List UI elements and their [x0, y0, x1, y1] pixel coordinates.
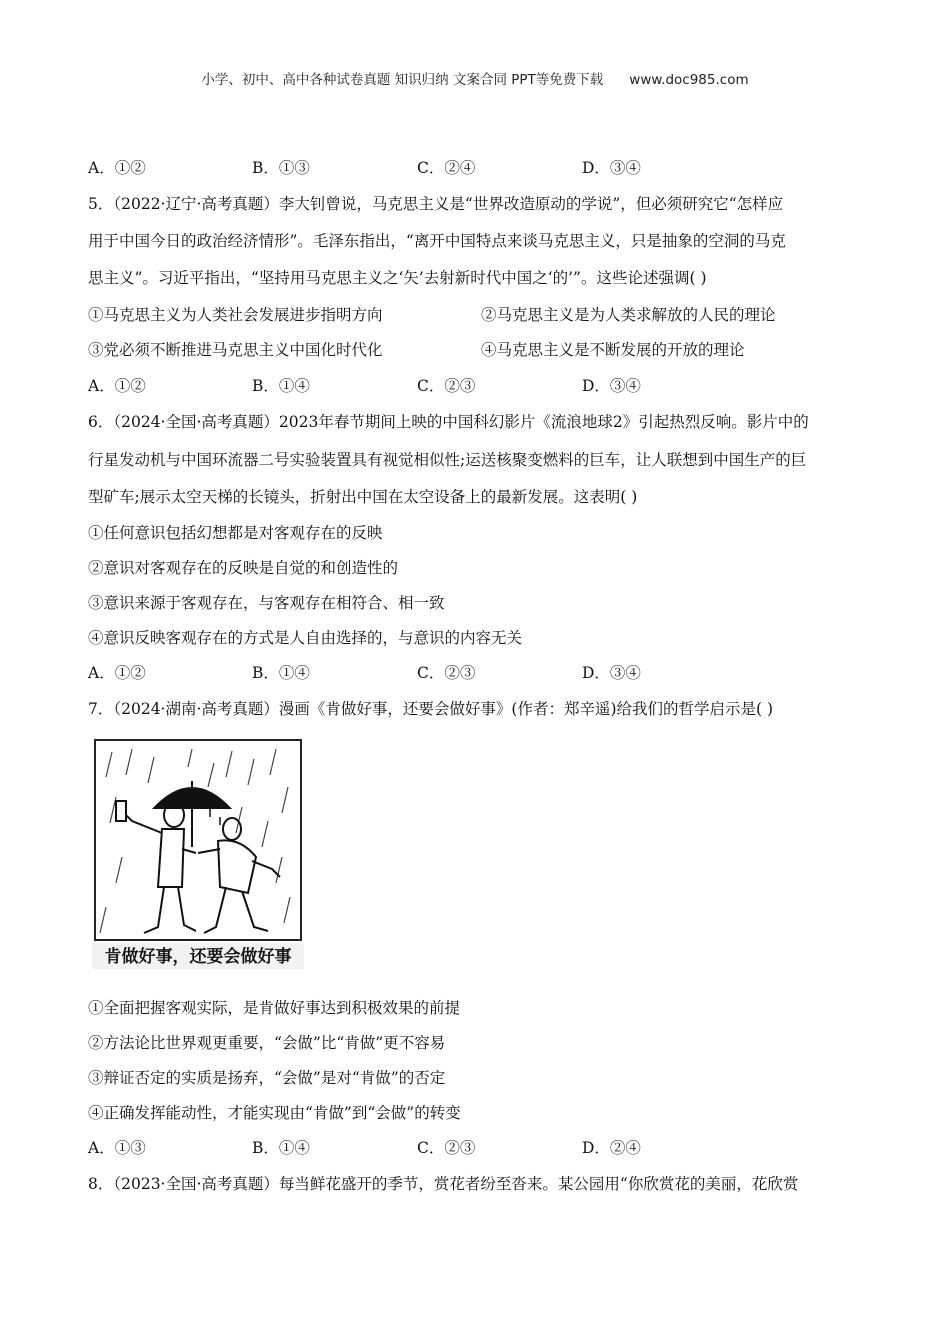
q6-item-2: ②意识对客观存在的反映是自觉的和创造性的: [88, 559, 399, 577]
q5-item-2: ②马克思主义是为人类求解放的人民的理论: [481, 306, 776, 324]
q5-option-b: B．①④: [252, 377, 310, 395]
header-text: 小学、初中、高中各种试卷真题 知识归纳 文案合同 PPT等免费下载: [201, 72, 604, 88]
q7-stem-line: 7．（2024·湖南·高考真题）漫画《肯做好事，还要会做好事》(作者：郑辛遥)给我们的哲学启示是( ): [88, 700, 774, 718]
q8-stem-line: 8．（2023·全国·高考真题）每当鲜花盛开的季节，赏花者纷至沓来。某公园用“你欣赏花的美丽，花欣赏: [88, 1175, 799, 1193]
q6-option-b: B．①④: [252, 664, 310, 682]
q6-stem-line-3: 型矿车;展示太空天梯的长镜头，折射出中国在太空设备上的最新发展。这表明( ): [88, 488, 638, 506]
q4-option-d: D．③④: [582, 159, 641, 177]
q6-item-3: ③意识来源于客观存在，与客观存在相符合、相一致: [88, 594, 445, 612]
q7-item-2: ②方法论比世界观更重要，“会做”比“肯做”更不容易: [88, 1034, 446, 1052]
q7-option-d: D．②④: [582, 1139, 641, 1157]
q5-option-c: C．②③: [417, 377, 476, 395]
q5-option-a: A．①②: [88, 377, 146, 395]
q5-stem-line-1: 5．（2022·辽宁·高考真题）李大钊曾说，马克思主义是“世界改造原动的学说”，但必须研究它“怎样应: [88, 195, 784, 213]
q7-option-b: B．①④: [252, 1139, 310, 1157]
q4-option-b: B．①③: [252, 159, 310, 177]
q6-item-4: ④意识反映客观存在的方式是人自由选择的，与意识的内容无关: [88, 629, 523, 647]
q5-stem-line-3: 思主义”。习近平指出，“坚持用马克思主义之‘矢’去射新时代中国之‘的’”。这些论述强调( ): [88, 269, 707, 287]
q5-option-d: D．③④: [582, 377, 641, 395]
q7-item-4: ④正确发挥能动性，才能实现由“肯做”到“会做”的转变: [88, 1104, 461, 1122]
comic-illustration: [92, 737, 304, 969]
q4-option-a: A．①②: [88, 159, 146, 177]
q4-option-c: C．②④: [417, 159, 476, 177]
q6-option-c: C．②③: [417, 664, 476, 682]
comic-caption: 肯做好事，还要会做好事: [104, 947, 292, 967]
q7-item-1: ①全面把握客观实际，是肯做好事达到积极效果的前提: [88, 999, 461, 1017]
q6-stem-line-2: 行星发动机与中国环流器二号实验装置具有视觉相似性;运送核聚变燃料的巨车，让人联想到中国生产的巨: [88, 451, 807, 469]
q7-option-a: A．①③: [88, 1139, 146, 1157]
comic-drawing: [92, 737, 304, 969]
q6-option-a: A．①②: [88, 664, 146, 682]
q7-item-3: ③辩证否定的实质是扬弃，“会做”是对“肯做”的否定: [88, 1069, 446, 1087]
q7-option-c: C．②③: [417, 1139, 476, 1157]
q6-stem-line-1: 6．（2024·全国·高考真题）2023年春节期间上映的中国科幻影片《流浪地球2》引起热烈反响。影片中的: [88, 413, 809, 431]
header-url[interactable]: www.doc985.com: [629, 72, 749, 88]
q5-item-3: ③党必须不断推进马克思主义中国化时代化: [88, 341, 383, 359]
q5-stem-line-2: 用于中国今日的政治经济情形”。毛泽东指出，“离开中国特点来谈马克思主义，只是抽象的空洞的马克: [88, 232, 786, 250]
q6-option-d: D．③④: [582, 664, 641, 682]
q5-item-1: ①马克思主义为人类社会发展进步指明方向: [88, 306, 383, 324]
q5-item-4: ④马克思主义是不断发展的开放的理论: [481, 341, 745, 359]
page-header: [0, 68, 950, 88]
q6-item-1: ①任何意识包括幻想都是对客观存在的反映: [88, 524, 383, 542]
